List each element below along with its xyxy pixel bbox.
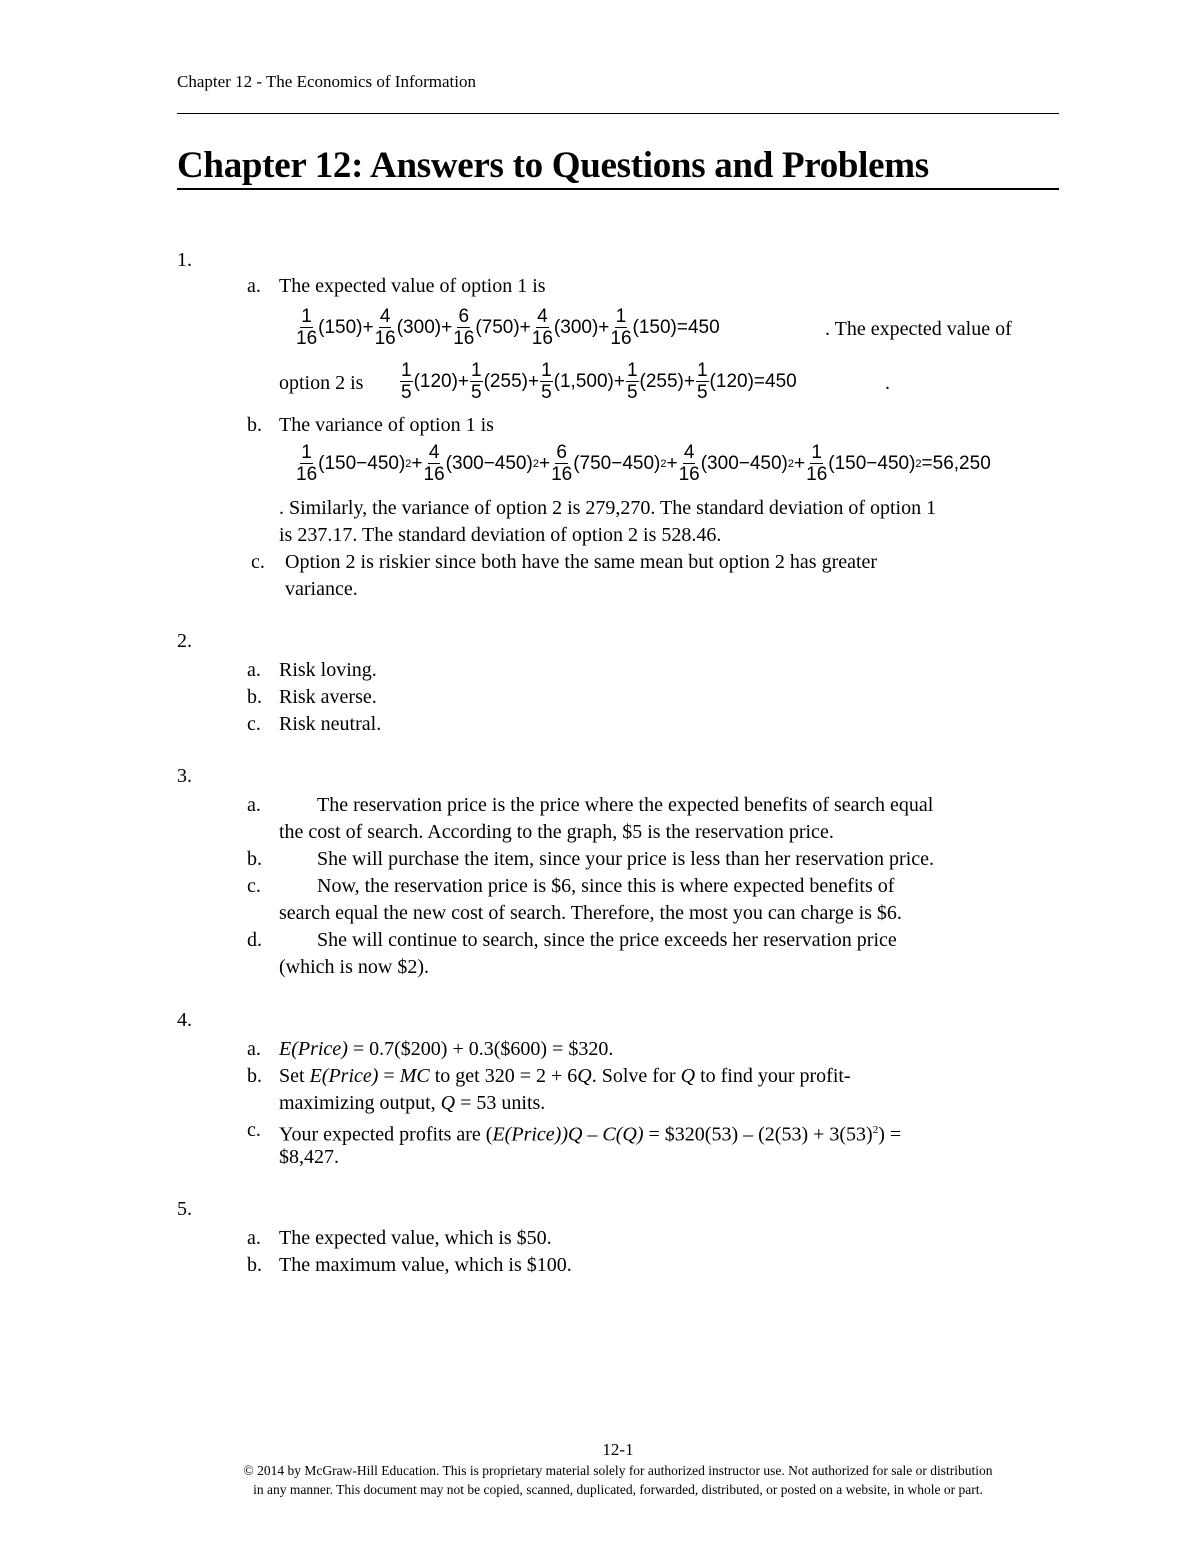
equation-term: (150)=450: [632, 317, 720, 338]
equation-operator: +: [794, 453, 806, 474]
fraction-numerator: 6: [556, 442, 567, 463]
question-4-number: 4.: [177, 1009, 192, 1031]
equation-term: (255)+: [483, 371, 540, 392]
fraction-numerator: 1: [615, 306, 627, 327]
document-page: [177, 0, 1059, 1553]
q3-c-line1: Now, the reservation price is $6, since this is where expected benefits of: [317, 875, 895, 897]
equation-exponent: 2: [532, 457, 539, 470]
equation-term: (300)+: [396, 317, 453, 338]
equation-term: (255)+: [639, 371, 695, 392]
q2-c-text: Risk neutral.: [279, 713, 382, 735]
q5-b-text: The maximum value, which is $100.: [279, 1254, 572, 1276]
fraction-numerator: 1: [811, 442, 822, 463]
q3-b-letter: b.: [247, 848, 262, 870]
q3-a-line1: The reservation price is the price where the expected benefits of search equal: [317, 794, 934, 816]
fraction-numerator: 4: [428, 442, 440, 463]
question-5-number: 5.: [177, 1198, 192, 1220]
equation-fraction: [806, 442, 827, 485]
q1-a-letter: a.: [247, 275, 261, 297]
fraction-denominator: 5: [541, 382, 552, 403]
q4-c-line2: $8,427.: [279, 1146, 339, 1168]
fraction-numerator: 1: [471, 360, 482, 381]
equation-fraction: [626, 360, 639, 403]
equation-fraction: [296, 442, 317, 485]
equation-operator: +: [666, 453, 678, 474]
equation-fraction: [375, 306, 396, 349]
q3-d-line1: She will continue to search, since the price exceeds her reservation price: [317, 929, 897, 951]
fraction-numerator: 1: [696, 360, 708, 381]
fraction-numerator: 1: [301, 306, 312, 327]
equation-operator: +: [538, 453, 551, 474]
equation-term: (150−450): [318, 453, 406, 474]
equation-fraction: [470, 360, 483, 403]
equation-term: (750)+: [475, 317, 531, 338]
fraction-denominator: 16: [423, 464, 445, 485]
q1-b-line3: is 237.17. The standard deviation of option 2 is 528.46.: [279, 524, 722, 546]
question-2-number: 2.: [177, 630, 192, 652]
equation-term: (750−450): [573, 453, 661, 474]
equation-fraction: [296, 306, 317, 349]
equation-term: (300−450): [700, 453, 788, 474]
fraction-denominator: 16: [678, 464, 700, 485]
q1-expected-value-option1-equation: [295, 306, 720, 349]
fraction-denominator: 16: [551, 464, 573, 485]
equation-fraction: [679, 442, 700, 485]
q4-b-line2: maximizing output, Q = 53 units.: [279, 1092, 546, 1114]
q1-a-after-eq1: . The expected value of: [825, 318, 1012, 340]
q3-a-letter: a.: [247, 794, 261, 816]
q4-a-letter: a.: [247, 1038, 261, 1060]
q4-c-letter: c.: [247, 1119, 261, 1141]
q3-b-line1: She will purchase the item, since your price is less than her reservation price.: [317, 848, 935, 870]
q2-b-letter: b.: [247, 686, 262, 708]
equation-term: (150−450): [828, 453, 916, 474]
q1-b-letter: b.: [247, 414, 262, 436]
q4-b-letter: b.: [247, 1065, 262, 1087]
equation-term: (150)+: [318, 317, 374, 338]
q3-c-letter: c.: [247, 875, 261, 897]
equation-operator: +: [411, 453, 423, 474]
fraction-denominator: 16: [296, 328, 318, 349]
title-rule: [177, 188, 1059, 190]
q1-c-letter: c.: [251, 551, 265, 573]
q1-a-after-eq2: .: [885, 372, 890, 394]
equation-fraction: [453, 306, 474, 349]
fraction-denominator: 16: [531, 328, 553, 349]
equation-fraction: [532, 306, 553, 349]
fraction-numerator: 1: [626, 360, 638, 381]
q1-variance-option1-equation: [295, 442, 991, 485]
equation-term: (120)=450: [709, 371, 797, 392]
fraction-numerator: 4: [537, 306, 548, 327]
equation-term: (300)+: [553, 317, 610, 338]
copyright-line-1: © 2014 by McGraw-Hill Education. This is proprietary material solely for authorized instructor use. Not authorized for sale or distribution: [243, 1463, 993, 1478]
equation-fraction: [551, 442, 572, 485]
equation-exponent: 2: [915, 457, 922, 470]
fraction-denominator: 16: [374, 328, 396, 349]
equation-exponent: 2: [787, 457, 795, 470]
q1-a-option2-label: option 2 is: [279, 372, 364, 394]
fraction-numerator: 4: [683, 442, 695, 463]
q1-b-text: The variance of option 1 is: [279, 414, 494, 436]
page-title: Chapter 12: Answers to Questions and Problems: [177, 145, 929, 186]
page-number: 12-1: [602, 1440, 634, 1459]
fraction-denominator: 5: [696, 382, 708, 403]
equation-fraction: [540, 360, 553, 403]
question-3-number: 3.: [177, 765, 192, 787]
q5-a-text: The expected value, which is $50.: [279, 1227, 552, 1249]
q3-d-letter: d.: [247, 929, 262, 951]
q3-c-line2: search equal the new cost of search. Therefore, the most you can charge is $6.: [279, 902, 902, 924]
equation-term: (120)+: [413, 371, 470, 392]
q4-c-line1: Your expected profits are (E(Price))Q – C(Q) = $320(53) – $(2(53) + 3(53)^2)$ =: [279, 1123, 902, 1146]
fraction-denominator: 5: [401, 382, 412, 403]
equation-fraction: [610, 306, 631, 349]
q4-b-line1: Set E(Price) = MC to get 320 = 2 + 6Q. Solve for Q to find your profit-: [279, 1065, 851, 1087]
copyright-notice: [177, 1461, 1059, 1499]
equation-exponent: 2: [405, 457, 412, 470]
fraction-numerator: 4: [379, 306, 391, 327]
running-header: Chapter 12 - The Economics of Information: [177, 72, 476, 91]
fraction-denominator: 16: [610, 328, 632, 349]
header-rule: [177, 113, 1059, 114]
q3-a-line2: the cost of search. According to the graph, $5 is the reservation price.: [279, 821, 834, 843]
fraction-denominator: 16: [453, 328, 475, 349]
fraction-denominator: 5: [626, 382, 638, 403]
q1-c-line2: variance.: [285, 578, 358, 600]
q1-b-line2: . Similarly, the variance of option 2 is 279,270. The standard deviation of option 1: [279, 497, 937, 519]
q3-d-line2: (which is now $2).: [279, 956, 429, 978]
q2-a-letter: a.: [247, 659, 261, 681]
equation-operator: =56,250: [921, 453, 991, 474]
q5-b-letter: b.: [247, 1254, 262, 1276]
fraction-denominator: 16: [806, 464, 828, 485]
equation-term: (300−450): [445, 453, 533, 474]
equation-fraction: [400, 360, 413, 403]
fraction-denominator: 16: [296, 464, 318, 485]
question-1-number: 1.: [177, 249, 192, 271]
q2-b-text: Risk averse.: [279, 686, 377, 708]
q2-a-text: Risk loving.: [279, 659, 377, 681]
equation-fraction: [424, 442, 445, 485]
fraction-numerator: 1: [301, 442, 312, 463]
fraction-numerator: 6: [458, 306, 470, 327]
q5-a-letter: a.: [247, 1227, 261, 1249]
fraction-denominator: 5: [471, 382, 482, 403]
equation-term: (1,500)+: [553, 371, 625, 392]
fraction-numerator: 1: [401, 360, 412, 381]
equation-fraction: [696, 360, 709, 403]
copyright-line-2: in any manner. This document may not be copied, scanned, duplicated, forwarded, distributed, or posted on a website, in whole or part.: [253, 1482, 983, 1497]
q1-c-line1: Option 2 is riskier since both have the same mean but option 2 has greater: [285, 551, 878, 573]
q1-a-text: The expected value of option 1 is: [279, 275, 546, 297]
q2-c-letter: c.: [247, 713, 261, 735]
equation-exponent: 2: [660, 457, 667, 470]
q1-expected-value-option2-equation: [399, 360, 797, 403]
q4-a-text: E(Price) = 0.7($200) + 0.3($600) = $320.: [279, 1038, 614, 1060]
fraction-numerator: 1: [541, 360, 552, 381]
